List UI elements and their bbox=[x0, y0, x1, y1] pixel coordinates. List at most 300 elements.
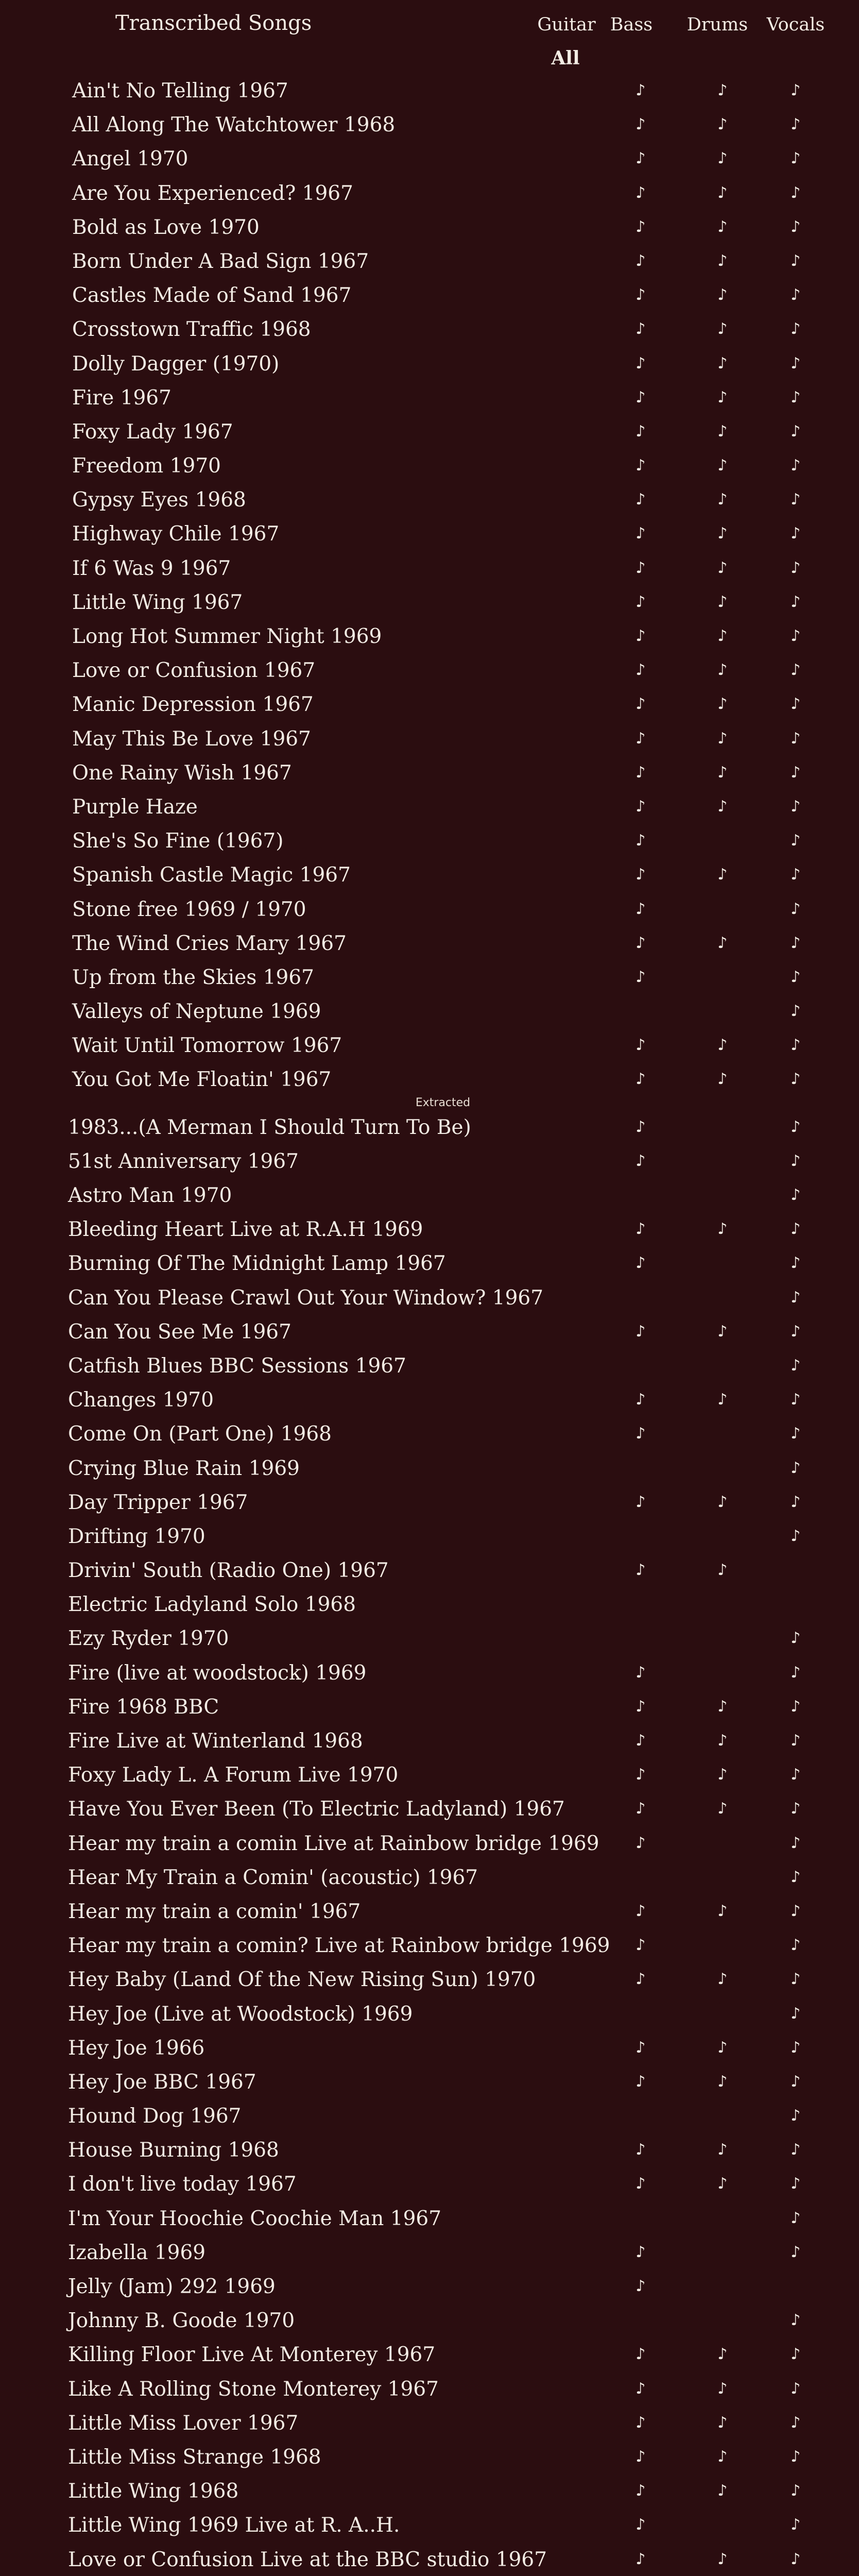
song-title-link[interactable]: Little Miss Strange 1968 bbox=[68, 2445, 321, 2469]
vocals-track-note-icon[interactable]: ♪ bbox=[791, 797, 801, 816]
bass-track-note-icon[interactable]: ♪ bbox=[635, 1322, 646, 1341]
bass-track-note-icon[interactable]: ♪ bbox=[635, 1220, 646, 1239]
song-title-link[interactable]: Hey Joe 1966 bbox=[68, 2036, 205, 2060]
song-title-link[interactable]: Freedom 1970 bbox=[72, 454, 221, 478]
bass-track-note-icon[interactable]: ♪ bbox=[635, 2379, 646, 2398]
vocals-track-note-icon[interactable]: ♪ bbox=[791, 2447, 801, 2466]
vocals-track-note-icon[interactable]: ♪ bbox=[791, 1970, 801, 1989]
song-row bbox=[0, 1621, 859, 1655]
song-row bbox=[0, 721, 859, 755]
bass-track-note-icon[interactable]: ♪ bbox=[635, 1936, 646, 1955]
song-title-link[interactable]: Little Wing 1967 bbox=[72, 590, 243, 614]
vocals-track-note-icon[interactable]: ♪ bbox=[791, 1697, 801, 1716]
vocals-track-note-icon[interactable]: ♪ bbox=[791, 558, 801, 577]
bass-track-note-icon[interactable]: ♪ bbox=[635, 797, 646, 816]
bass-track-note-icon[interactable]: ♪ bbox=[635, 2175, 646, 2193]
song-title-link[interactable]: Little Miss Lover 1967 bbox=[68, 2411, 299, 2435]
song-title-link[interactable]: Love or Confusion Live at the BBC studio 1967 bbox=[68, 2548, 547, 2571]
song-title-link[interactable]: Little Wing 1968 bbox=[68, 2480, 239, 2503]
bass-track-note-icon[interactable]: ♪ bbox=[635, 1036, 646, 1055]
song-row bbox=[0, 857, 859, 891]
drums-track-note-icon[interactable]: ♪ bbox=[717, 1732, 728, 1750]
vocals-track-note-icon[interactable]: ♪ bbox=[791, 627, 801, 645]
song-row bbox=[0, 1723, 859, 1757]
bass-track-note-icon[interactable]: ♪ bbox=[635, 456, 646, 475]
vocals-track-note-icon[interactable]: ♪ bbox=[791, 2072, 801, 2091]
bass-track-note-icon[interactable]: ♪ bbox=[635, 524, 646, 543]
song-title-link[interactable]: Hear my train a comin' 1967 bbox=[68, 1900, 361, 1923]
song-title-link[interactable]: Can You See Me 1967 bbox=[68, 1320, 291, 1344]
vocals-track-note-icon[interactable]: ♪ bbox=[791, 2379, 801, 2398]
song-row bbox=[0, 312, 859, 346]
drums-track-note-icon[interactable]: ♪ bbox=[717, 2379, 728, 2398]
drums-track-note-icon[interactable]: ♪ bbox=[717, 149, 728, 168]
bass-track-note-icon[interactable]: ♪ bbox=[635, 1970, 646, 1989]
vocals-track-note-icon[interactable]: ♪ bbox=[791, 2107, 801, 2125]
vocals-track-note-icon[interactable]: ♪ bbox=[791, 592, 801, 611]
drums-track-note-icon[interactable]: ♪ bbox=[717, 592, 728, 611]
drums-track-note-icon[interactable]: ♪ bbox=[717, 2413, 728, 2432]
song-title-link[interactable]: Fire 1968 BBC bbox=[68, 1695, 219, 1719]
drums-track-note-icon[interactable]: ♪ bbox=[717, 1561, 728, 1580]
drums-track-note-icon[interactable]: ♪ bbox=[717, 1697, 728, 1716]
bass-track-note-icon[interactable]: ♪ bbox=[635, 81, 646, 99]
vocals-track-note-icon[interactable]: ♪ bbox=[791, 2243, 801, 2261]
vocals-track-note-icon[interactable]: ♪ bbox=[791, 2516, 801, 2534]
drums-track-note-icon[interactable]: ♪ bbox=[717, 1322, 728, 1341]
bass-track-note-icon[interactable]: ♪ bbox=[635, 934, 646, 952]
song-title-link[interactable]: Angel 1970 bbox=[72, 147, 188, 171]
song-title-link[interactable]: Fire (live at woodstock) 1969 bbox=[68, 1661, 367, 1685]
song-title-link[interactable]: Drivin' South (Radio One) 1967 bbox=[68, 1559, 389, 1583]
song-row bbox=[0, 926, 859, 960]
song-title-link[interactable]: Day Tripper 1967 bbox=[68, 1490, 248, 1514]
bass-track-note-icon[interactable]: ♪ bbox=[635, 2038, 646, 2057]
drums-track-note-icon[interactable]: ♪ bbox=[717, 81, 728, 99]
vocals-track-note-icon[interactable]: ♪ bbox=[791, 115, 801, 134]
vocals-track-note-icon[interactable]: ♪ bbox=[791, 1663, 801, 1682]
song-row bbox=[0, 619, 859, 653]
bass-track-note-icon[interactable]: ♪ bbox=[635, 558, 646, 577]
drums-track-note-icon[interactable]: ♪ bbox=[717, 627, 728, 645]
bass-track-note-icon[interactable]: ♪ bbox=[635, 2413, 646, 2432]
vocals-track-note-icon[interactable]: ♪ bbox=[791, 1254, 801, 1273]
song-title-link[interactable]: Born Under A Bad Sign 1967 bbox=[72, 249, 369, 273]
song-title-link[interactable]: Valleys of Neptune 1969 bbox=[72, 1000, 321, 1024]
vocals-track-note-icon[interactable]: ♪ bbox=[791, 490, 801, 509]
bass-track-note-icon[interactable]: ♪ bbox=[635, 1800, 646, 1818]
song-row bbox=[0, 2371, 859, 2405]
song-title-link[interactable]: Changes 1970 bbox=[68, 1388, 214, 1412]
drums-track-note-icon[interactable]: ♪ bbox=[717, 1766, 728, 1784]
vocals-track-note-icon[interactable]: ♪ bbox=[791, 2311, 801, 2330]
drums-track-note-icon[interactable]: ♪ bbox=[717, 1970, 728, 1989]
vocals-track-note-icon[interactable]: ♪ bbox=[791, 968, 801, 986]
vocals-track-note-icon[interactable]: ♪ bbox=[791, 422, 801, 440]
song-row bbox=[0, 1144, 859, 1178]
vocals-track-note-icon[interactable]: ♪ bbox=[791, 1425, 801, 1443]
song-title-link[interactable]: I don't live today 1967 bbox=[68, 2173, 297, 2196]
drums-track-note-icon[interactable]: ♪ bbox=[717, 2175, 728, 2193]
song-row bbox=[0, 2507, 859, 2541]
drums-track-note-icon[interactable]: ♪ bbox=[717, 2345, 728, 2364]
drums-track-note-icon[interactable]: ♪ bbox=[717, 1220, 728, 1239]
drums-track-note-icon[interactable]: ♪ bbox=[717, 1800, 728, 1818]
vocals-track-note-icon[interactable]: ♪ bbox=[791, 1002, 801, 1021]
drums-track-note-icon[interactable]: ♪ bbox=[717, 1902, 728, 1920]
vocals-track-note-icon[interactable]: ♪ bbox=[791, 1459, 801, 1477]
drums-track-note-icon[interactable]: ♪ bbox=[717, 2447, 728, 2466]
song-row bbox=[0, 960, 859, 994]
song-title-link[interactable]: Can You Please Crawl Out Your Window? 1967 bbox=[68, 1286, 544, 1310]
vocals-track-note-icon[interactable]: ♪ bbox=[791, 183, 801, 202]
song-title-link[interactable]: Up from the Skies 1967 bbox=[72, 965, 314, 989]
vocals-track-note-icon[interactable]: ♪ bbox=[791, 832, 801, 850]
vocals-track-note-icon[interactable]: ♪ bbox=[791, 354, 801, 372]
vocals-track-note-icon[interactable]: ♪ bbox=[791, 2209, 801, 2227]
vocals-track-note-icon[interactable]: ♪ bbox=[791, 1936, 801, 1955]
bass-track-note-icon[interactable]: ♪ bbox=[635, 627, 646, 645]
drums-track-note-icon[interactable]: ♪ bbox=[717, 763, 728, 782]
drums-track-note-icon[interactable]: ♪ bbox=[717, 388, 728, 406]
song-title-link[interactable]: Izabella 1969 bbox=[68, 2241, 206, 2264]
drums-track-note-icon[interactable]: ♪ bbox=[717, 2550, 728, 2568]
drums-track-note-icon[interactable]: ♪ bbox=[717, 320, 728, 338]
vocals-track-note-icon[interactable]: ♪ bbox=[791, 661, 801, 680]
drums-track-note-icon[interactable]: ♪ bbox=[717, 354, 728, 372]
song-title-link[interactable]: Hear my train a comin Live at Rainbow bridge 1969 bbox=[68, 1832, 599, 1855]
bass-track-note-icon[interactable]: ♪ bbox=[635, 968, 646, 986]
song-row bbox=[0, 892, 859, 926]
bass-track-note-icon[interactable]: ♪ bbox=[635, 729, 646, 748]
song-title-link[interactable]: I'm Your Hoochie Coochie Man 1967 bbox=[68, 2207, 442, 2230]
song-title-link[interactable]: Have You Ever Been (To Electric Ladyland) 1967 bbox=[68, 1798, 565, 1821]
song-title-link[interactable]: Fire 1967 bbox=[72, 386, 171, 410]
vocals-track-note-icon[interactable]: ♪ bbox=[791, 1070, 801, 1089]
song-title-link[interactable]: If 6 Was 9 1967 bbox=[72, 556, 231, 580]
drums-track-note-icon[interactable]: ♪ bbox=[717, 524, 728, 543]
drums-track-note-icon[interactable]: ♪ bbox=[717, 2482, 728, 2500]
song-row bbox=[0, 2303, 859, 2337]
song-row bbox=[0, 107, 859, 141]
song-row bbox=[0, 1485, 859, 1519]
bass-track-note-icon[interactable]: ♪ bbox=[635, 2447, 646, 2466]
vocals-track-note-icon[interactable]: ♪ bbox=[791, 2004, 801, 2023]
bass-track-note-icon[interactable]: ♪ bbox=[635, 149, 646, 168]
song-title-link[interactable]: Hear my train a comin? Live at Rainbow bridge 1969 bbox=[68, 1934, 610, 1958]
song-row bbox=[0, 994, 859, 1028]
drums-track-note-icon[interactable]: ♪ bbox=[717, 422, 728, 440]
drums-track-note-icon[interactable]: ♪ bbox=[717, 183, 728, 202]
vocals-track-note-icon[interactable]: ♪ bbox=[791, 2345, 801, 2364]
bass-track-note-icon[interactable]: ♪ bbox=[635, 1151, 646, 1170]
vocals-track-note-icon[interactable]: ♪ bbox=[791, 729, 801, 748]
song-title-link[interactable]: Like A Rolling Stone Monterey 1967 bbox=[68, 2377, 439, 2401]
song-title-link[interactable]: Come On (Part One) 1968 bbox=[68, 1422, 332, 1446]
bass-track-note-icon[interactable]: ♪ bbox=[635, 1732, 646, 1750]
song-title-link[interactable]: 1983...(A Merman I Should Turn To Be) bbox=[68, 1115, 471, 1139]
vocals-track-note-icon[interactable]: ♪ bbox=[791, 695, 801, 714]
bass-track-note-icon[interactable]: ♪ bbox=[635, 2277, 646, 2295]
bass-track-note-icon[interactable]: ♪ bbox=[635, 1425, 646, 1443]
bass-track-note-icon[interactable]: ♪ bbox=[635, 115, 646, 134]
song-row bbox=[0, 1894, 859, 1928]
song-title-link[interactable]: Gypsy Eyes 1968 bbox=[72, 488, 246, 512]
song-row bbox=[0, 1928, 859, 1962]
vocals-track-note-icon[interactable]: ♪ bbox=[791, 1322, 801, 1341]
song-row bbox=[0, 380, 859, 414]
vocals-track-note-icon[interactable]: ♪ bbox=[791, 2038, 801, 2057]
song-title-link[interactable]: May This Be Love 1967 bbox=[72, 727, 311, 751]
song-row bbox=[0, 2064, 859, 2098]
song-title-link[interactable]: The Wind Cries Mary 1967 bbox=[72, 931, 347, 955]
song-title-link[interactable]: Highway Chile 1967 bbox=[72, 522, 280, 546]
vocals-track-note-icon[interactable]: ♪ bbox=[791, 286, 801, 304]
drums-track-note-icon[interactable]: ♪ bbox=[717, 729, 728, 748]
vocals-track-note-icon[interactable]: ♪ bbox=[791, 1356, 801, 1375]
song-row bbox=[0, 551, 859, 585]
song-row bbox=[0, 2473, 859, 2507]
vocals-track-note-icon[interactable]: ♪ bbox=[791, 2175, 801, 2193]
song-title-link[interactable]: One Rainy Wish 1967 bbox=[72, 761, 292, 785]
song-row bbox=[0, 2030, 859, 2064]
song-title-link[interactable]: Catfish Blues BBC Sessions 1967 bbox=[68, 1354, 406, 1378]
vocals-track-note-icon[interactable]: ♪ bbox=[791, 1732, 801, 1750]
vocals-track-note-icon[interactable]: ♪ bbox=[791, 388, 801, 406]
vocals-track-note-icon[interactable]: ♪ bbox=[791, 866, 801, 884]
column-header-drums: Drums bbox=[686, 14, 748, 35]
vocals-track-note-icon[interactable]: ♪ bbox=[791, 1766, 801, 1784]
vocals-track-note-icon[interactable]: ♪ bbox=[791, 900, 801, 918]
bass-track-note-icon[interactable]: ♪ bbox=[635, 900, 646, 918]
song-row bbox=[0, 1028, 859, 1062]
bass-track-note-icon[interactable]: ♪ bbox=[635, 1391, 646, 1409]
vocals-track-note-icon[interactable]: ♪ bbox=[791, 1629, 801, 1648]
song-title-link[interactable]: Johnny B. Goode 1970 bbox=[68, 2309, 295, 2333]
song-title-link[interactable]: Fire Live at Winterland 1968 bbox=[68, 1730, 363, 1753]
vocals-track-note-icon[interactable]: ♪ bbox=[791, 320, 801, 338]
song-title-link[interactable]: 51st Anniversary 1967 bbox=[68, 1149, 299, 1173]
song-title-link[interactable]: Hey Baby (Land Of the New Rising Sun) 1970 bbox=[68, 1968, 536, 1992]
song-row bbox=[0, 141, 859, 175]
bass-track-note-icon[interactable]: ♪ bbox=[635, 2243, 646, 2261]
song-title-link[interactable]: Hound Dog 1967 bbox=[68, 2105, 242, 2128]
bass-track-note-icon[interactable]: ♪ bbox=[635, 2516, 646, 2534]
song-title-link[interactable]: Killing Floor Live At Monterey 1967 bbox=[68, 2343, 436, 2367]
drums-track-note-icon[interactable]: ♪ bbox=[717, 115, 728, 134]
song-title-link[interactable]: Are You Experienced? 1967 bbox=[72, 181, 353, 205]
vocals-track-note-icon[interactable]: ♪ bbox=[791, 149, 801, 168]
bass-track-note-icon[interactable]: ♪ bbox=[635, 695, 646, 714]
vocals-track-note-icon[interactable]: ♪ bbox=[791, 81, 801, 99]
song-title-link[interactable]: House Burning 1968 bbox=[68, 2139, 279, 2162]
song-row bbox=[0, 516, 859, 550]
bass-track-note-icon[interactable]: ♪ bbox=[635, 1070, 646, 1089]
song-title-link[interactable]: Drifting 1970 bbox=[68, 1524, 205, 1548]
drums-track-note-icon[interactable]: ♪ bbox=[717, 2141, 728, 2159]
song-row bbox=[0, 1757, 859, 1791]
drums-track-note-icon[interactable]: ♪ bbox=[717, 217, 728, 236]
song-title-link[interactable]: Crying Blue Rain 1969 bbox=[68, 1456, 300, 1480]
song-title-link[interactable]: Hey Joe BBC 1967 bbox=[68, 2070, 256, 2094]
song-title-link[interactable]: Ezy Ryder 1970 bbox=[68, 1627, 229, 1651]
song-title-link[interactable]: She's So Fine (1967) bbox=[72, 829, 284, 853]
song-title-link[interactable]: Manic Depression 1967 bbox=[72, 693, 314, 717]
bass-track-note-icon[interactable]: ♪ bbox=[635, 832, 646, 850]
drums-track-note-icon[interactable]: ♪ bbox=[717, 797, 728, 816]
song-row bbox=[0, 2269, 859, 2303]
song-title-link[interactable]: Wait Until Tomorrow 1967 bbox=[72, 1034, 342, 1058]
song-title-link[interactable]: Purple Haze bbox=[72, 795, 198, 819]
bass-track-note-icon[interactable]: ♪ bbox=[635, 1902, 646, 1920]
bass-track-note-icon[interactable]: ♪ bbox=[635, 2482, 646, 2500]
vocals-track-note-icon[interactable]: ♪ bbox=[791, 1288, 801, 1307]
vocals-track-note-icon[interactable]: ♪ bbox=[791, 934, 801, 952]
song-row bbox=[0, 653, 859, 687]
vocals-track-note-icon[interactable]: ♪ bbox=[791, 1868, 801, 1886]
song-title-link[interactable]: Ain't No Telling 1967 bbox=[72, 79, 288, 103]
song-row bbox=[0, 1062, 859, 1096]
song-row bbox=[0, 2235, 859, 2269]
song-title-link[interactable]: Crosstown Traffic 1968 bbox=[72, 318, 311, 342]
song-row bbox=[0, 1110, 859, 1144]
vocals-track-note-icon[interactable]: ♪ bbox=[791, 251, 801, 270]
bass-track-note-icon[interactable]: ♪ bbox=[635, 286, 646, 304]
vocals-track-note-icon[interactable]: ♪ bbox=[791, 456, 801, 475]
vocals-track-note-icon[interactable]: ♪ bbox=[791, 1493, 801, 1511]
bass-track-note-icon[interactable]: ♪ bbox=[635, 388, 646, 406]
vocals-track-note-icon[interactable]: ♪ bbox=[791, 1902, 801, 1920]
song-title-link[interactable]: Astro Man 1970 bbox=[68, 1184, 232, 1207]
song-row bbox=[0, 1655, 859, 1689]
vocals-track-note-icon[interactable]: ♪ bbox=[791, 1800, 801, 1818]
bass-track-note-icon[interactable]: ♪ bbox=[635, 866, 646, 884]
song-row bbox=[0, 1553, 859, 1587]
song-row bbox=[0, 2166, 859, 2200]
song-title-link[interactable]: All Along The Watchtower 1968 bbox=[72, 113, 396, 137]
song-title-link[interactable]: Hear My Train a Comin' (acoustic) 1967 bbox=[68, 1866, 478, 1889]
bass-track-note-icon[interactable]: ♪ bbox=[635, 490, 646, 509]
bass-track-note-icon[interactable]: ♪ bbox=[635, 1663, 646, 1682]
vocals-track-note-icon[interactable]: ♪ bbox=[791, 1834, 801, 1852]
bass-track-note-icon[interactable]: ♪ bbox=[635, 592, 646, 611]
song-title-link[interactable]: Foxy Lady 1967 bbox=[72, 420, 233, 444]
vocals-track-note-icon[interactable]: ♪ bbox=[791, 2482, 801, 2500]
bass-track-note-icon[interactable]: ♪ bbox=[635, 661, 646, 680]
bass-track-note-icon[interactable]: ♪ bbox=[635, 2550, 646, 2568]
vocals-track-note-icon[interactable]: ♪ bbox=[791, 2413, 801, 2432]
vocals-track-note-icon[interactable]: ♪ bbox=[791, 217, 801, 236]
bass-track-note-icon[interactable]: ♪ bbox=[635, 763, 646, 782]
song-row bbox=[0, 789, 859, 823]
bass-track-note-icon[interactable]: ♪ bbox=[635, 1766, 646, 1784]
song-row bbox=[0, 1791, 859, 1825]
drums-track-note-icon[interactable]: ♪ bbox=[717, 1036, 728, 1055]
column-header-guitar: Guitar bbox=[537, 14, 596, 35]
vocals-track-note-icon[interactable]: ♪ bbox=[791, 1117, 801, 1136]
bass-track-note-icon[interactable]: ♪ bbox=[635, 2141, 646, 2159]
bass-track-note-icon[interactable]: ♪ bbox=[635, 422, 646, 440]
song-row bbox=[0, 2405, 859, 2439]
song-title-link[interactable]: Dolly Dagger (1970) bbox=[72, 352, 280, 376]
filter-all-link[interactable]: All bbox=[551, 47, 580, 69]
song-title-link[interactable]: Long Hot Summer Night 1969 bbox=[72, 625, 382, 648]
vocals-track-note-icon[interactable]: ♪ bbox=[791, 2141, 801, 2159]
bass-track-note-icon[interactable]: ♪ bbox=[635, 1834, 646, 1852]
song-row bbox=[0, 2132, 859, 2166]
song-row bbox=[0, 1860, 859, 1894]
drums-track-note-icon[interactable]: ♪ bbox=[717, 558, 728, 577]
bass-track-note-icon[interactable]: ♪ bbox=[635, 1697, 646, 1716]
vocals-track-note-icon[interactable]: ♪ bbox=[791, 1186, 801, 1204]
song-title-link[interactable]: Electric Ladyland Solo 1968 bbox=[68, 1593, 356, 1617]
song-title-link[interactable]: Bold as Love 1970 bbox=[72, 215, 260, 239]
drums-track-note-icon[interactable]: ♪ bbox=[717, 1070, 728, 1089]
bass-track-note-icon[interactable]: ♪ bbox=[635, 1561, 646, 1580]
bass-track-note-icon[interactable]: ♪ bbox=[635, 183, 646, 202]
song-title-link[interactable]: Spanish Castle Magic 1967 bbox=[72, 863, 351, 887]
drums-track-note-icon[interactable]: ♪ bbox=[717, 251, 728, 270]
vocals-track-note-icon[interactable]: ♪ bbox=[791, 763, 801, 782]
song-title-link[interactable]: Love or Confusion 1967 bbox=[72, 659, 316, 683]
song-title-link[interactable]: Burning Of The Midnight Lamp 1967 bbox=[68, 1252, 446, 1276]
drums-track-note-icon[interactable]: ♪ bbox=[717, 661, 728, 680]
vocals-track-note-icon[interactable]: ♪ bbox=[791, 1527, 801, 1545]
drums-track-note-icon[interactable]: ♪ bbox=[717, 695, 728, 714]
drums-track-note-icon[interactable]: ♪ bbox=[717, 1391, 728, 1409]
bass-track-note-icon[interactable]: ♪ bbox=[635, 320, 646, 338]
bass-track-note-icon[interactable]: ♪ bbox=[635, 217, 646, 236]
song-title-link[interactable]: Castles Made of Sand 1967 bbox=[72, 284, 352, 308]
drums-track-note-icon[interactable]: ♪ bbox=[717, 934, 728, 952]
song-title-link[interactable]: You Got Me Floatin' 1967 bbox=[72, 1068, 332, 1092]
bass-track-note-icon[interactable]: ♪ bbox=[635, 251, 646, 270]
drums-track-note-icon[interactable]: ♪ bbox=[717, 2038, 728, 2057]
extracted-section-divider bbox=[0, 1096, 859, 1110]
drums-track-note-icon[interactable]: ♪ bbox=[717, 2072, 728, 2091]
bass-track-note-icon[interactable]: ♪ bbox=[635, 354, 646, 372]
song-row bbox=[0, 1246, 859, 1280]
bass-track-note-icon[interactable]: ♪ bbox=[635, 1493, 646, 1511]
drums-track-note-icon[interactable]: ♪ bbox=[717, 286, 728, 304]
song-title-link[interactable]: Little Wing 1969 Live at R. A..H. bbox=[68, 2514, 400, 2537]
song-row bbox=[0, 2542, 859, 2576]
song-row bbox=[0, 414, 859, 448]
song-title-link[interactable]: Hey Joe (Live at Woodstock) 1969 bbox=[68, 2002, 413, 2026]
song-row bbox=[0, 1996, 859, 2030]
bass-track-note-icon[interactable]: ♪ bbox=[635, 1117, 646, 1136]
vocals-track-note-icon[interactable]: ♪ bbox=[791, 1391, 801, 1409]
bass-track-note-icon[interactable]: ♪ bbox=[635, 2072, 646, 2091]
song-title-link[interactable]: Foxy Lady L. A Forum Live 1970 bbox=[68, 1764, 399, 1787]
drums-track-note-icon[interactable]: ♪ bbox=[717, 866, 728, 884]
vocals-track-note-icon[interactable]: ♪ bbox=[791, 524, 801, 543]
song-title-link[interactable]: Jelly (Jam) 292 1969 bbox=[68, 2275, 276, 2298]
vocals-track-note-icon[interactable]: ♪ bbox=[791, 1220, 801, 1239]
song-row bbox=[0, 1587, 859, 1621]
vocals-track-note-icon[interactable]: ♪ bbox=[791, 1151, 801, 1170]
song-list bbox=[0, 73, 859, 2576]
song-title-link[interactable]: Bleeding Heart Live at R.A.H 1969 bbox=[68, 1218, 423, 1242]
song-title-link[interactable]: Stone free 1969 / 1970 bbox=[72, 897, 306, 921]
vocals-track-note-icon[interactable]: ♪ bbox=[791, 2550, 801, 2568]
drums-track-note-icon[interactable]: ♪ bbox=[717, 456, 728, 475]
vocals-track-note-icon[interactable]: ♪ bbox=[791, 1036, 801, 1055]
bass-track-note-icon[interactable]: ♪ bbox=[635, 2345, 646, 2364]
drums-track-note-icon[interactable]: ♪ bbox=[717, 1493, 728, 1511]
drums-track-note-icon[interactable]: ♪ bbox=[717, 490, 728, 509]
bass-track-note-icon[interactable]: ♪ bbox=[635, 1254, 646, 1273]
